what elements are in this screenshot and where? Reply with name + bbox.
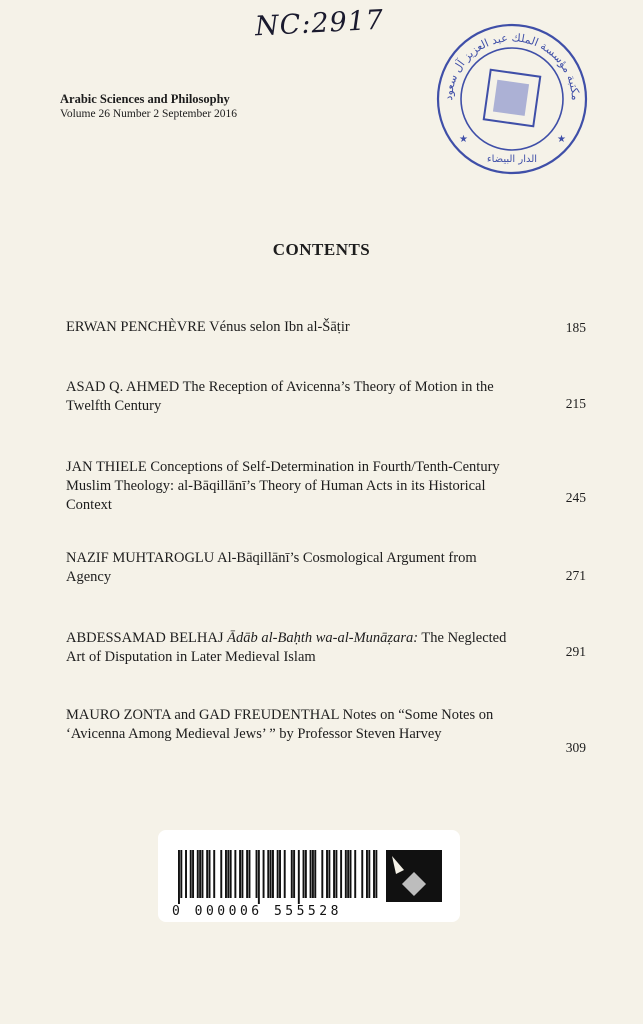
barcode-bar xyxy=(277,850,279,898)
barcode-bar xyxy=(291,850,293,898)
barcode-digits: 0 000006 555528 xyxy=(172,904,342,919)
barcode-bar xyxy=(256,850,258,898)
barcode-bar xyxy=(270,850,272,898)
stamp-arabic-text: مكتبة مؤسسة الملك عبد العزيز آل سعود xyxy=(441,31,583,101)
toc-entry[interactable] xyxy=(66,378,586,416)
toc-entry-text xyxy=(66,318,518,337)
barcode-bar xyxy=(267,850,269,898)
barcode-bar xyxy=(279,850,281,898)
barcode-bar xyxy=(213,850,215,898)
barcode-bar xyxy=(249,850,251,898)
library-stamp xyxy=(433,20,591,178)
toc-page-number: 309 xyxy=(565,740,586,755)
barcode-bar xyxy=(199,850,201,898)
barcode-bar xyxy=(361,850,363,898)
toc-title: Vénus selon Ibn al-Šāṭir xyxy=(209,319,350,335)
barcode-bar xyxy=(202,850,204,898)
barcode-bar xyxy=(220,850,222,898)
stamp-city-text: الدار البيضاء xyxy=(486,154,538,165)
toc-entry-text xyxy=(66,706,518,744)
barcode-bar xyxy=(350,850,352,898)
toc-author: MAURO ZONTA and GAD FREUDENTHAL xyxy=(66,707,339,723)
barcode-bar xyxy=(272,850,274,898)
stamp-star-right: ★ xyxy=(557,134,566,145)
barcode-bar xyxy=(340,850,342,898)
barcode-bar xyxy=(241,850,243,898)
journal-header xyxy=(60,92,237,120)
barcode-bar xyxy=(197,850,199,898)
barcode-bar xyxy=(314,850,316,898)
barcode-bar xyxy=(227,850,229,898)
barcode-bars xyxy=(178,850,377,904)
journal-name: Arabic Sciences and Philosophy xyxy=(60,92,230,106)
toc-entry[interactable] xyxy=(66,458,586,515)
toc-entry-text xyxy=(66,458,518,515)
handwritten-call-number: NC:2917 xyxy=(254,4,385,43)
barcode-bar xyxy=(345,850,347,898)
toc-page-number: 185 xyxy=(565,320,586,335)
toc-title: Notes on “Some Notes on ‘Avicenna Among Medieval Jews’ ” by Professor Steven Harvey xyxy=(66,707,494,742)
barcode-bar xyxy=(303,850,305,898)
barcode-bar xyxy=(310,850,312,898)
toc-page-number: 215 xyxy=(565,396,586,411)
barcode-bar xyxy=(305,850,307,898)
barcode-bar xyxy=(234,850,236,898)
stamp-emblem xyxy=(493,80,529,116)
barcode-bar xyxy=(298,850,300,904)
barcode-bar xyxy=(333,850,335,898)
barcode-bar xyxy=(209,850,211,898)
toc-author: ERWAN PENCHÈVRE xyxy=(66,319,206,335)
toc-entry-text xyxy=(66,629,518,667)
barcode-bar xyxy=(180,850,182,898)
barcode-bar xyxy=(366,850,368,898)
barcode-bar xyxy=(312,850,314,898)
barcode-bar xyxy=(192,850,194,898)
toc-title: Al-Bāqillānī’s Cosmological Argument from Agency xyxy=(66,550,477,585)
toc-page-number: 245 xyxy=(565,490,586,505)
barcode-bar xyxy=(258,850,260,904)
stamp-star-left: ★ xyxy=(459,134,468,145)
toc-entry[interactable] xyxy=(66,706,586,755)
toc-entry[interactable] xyxy=(66,549,586,587)
toc-entry-text xyxy=(66,549,518,587)
toc-title: The Neglected Art of Disputation in Later Medieval Islam xyxy=(66,630,507,665)
barcode-bar xyxy=(246,850,248,898)
barcode-bar xyxy=(321,850,323,898)
barcode-bar xyxy=(375,850,377,898)
barcode-bar xyxy=(185,850,187,898)
toc-entry[interactable] xyxy=(66,629,586,667)
contents-heading: CONTENTS xyxy=(272,240,371,259)
barcode-bar xyxy=(206,850,208,898)
barcode-bar xyxy=(263,850,265,898)
barcode-bar xyxy=(328,850,330,898)
barcode-bar xyxy=(368,850,370,898)
toc-title: The Reception of Avicenna’s Theory of Motion in the Twelfth Century xyxy=(66,379,494,414)
toc-title: Conceptions of Self-Determination in Fourth/Tenth-Century Muslim Theology: al-Bāqillānī’s Theory of Human Acts in its Historical Context xyxy=(66,459,500,513)
toc-page-number: 291 xyxy=(565,644,586,659)
toc-author: JAN THIELE xyxy=(66,459,147,475)
toc-entry-text xyxy=(66,378,518,416)
barcode-bar xyxy=(178,850,180,904)
barcode-bar xyxy=(373,850,375,898)
toc-author: ABDESSAMAD BELHAJ xyxy=(66,630,224,646)
barcode-label xyxy=(158,830,460,922)
barcode-bar xyxy=(230,850,232,898)
barcode-bar xyxy=(284,850,286,898)
toc-page-number: 271 xyxy=(565,568,586,583)
barcode-bar xyxy=(347,850,349,898)
barcode-bar xyxy=(239,850,241,898)
toc-title-italic: Ādāb al-Baḥth wa-al-Munāẓara: xyxy=(227,630,419,646)
barcode-bar xyxy=(326,850,328,898)
barcode-bar xyxy=(225,850,227,898)
barcode-bar xyxy=(354,850,356,898)
barcode-bar xyxy=(293,850,295,898)
barcode-bar xyxy=(335,850,337,898)
toc-author: ASAD Q. AHMED xyxy=(66,379,180,395)
journal-issue: Volume 26 Number 2 September 2016 xyxy=(60,108,238,120)
toc-author: NAZIF MUHTAROGLU xyxy=(66,550,215,566)
toc-entry[interactable] xyxy=(66,318,586,337)
barcode-bar xyxy=(190,850,192,898)
